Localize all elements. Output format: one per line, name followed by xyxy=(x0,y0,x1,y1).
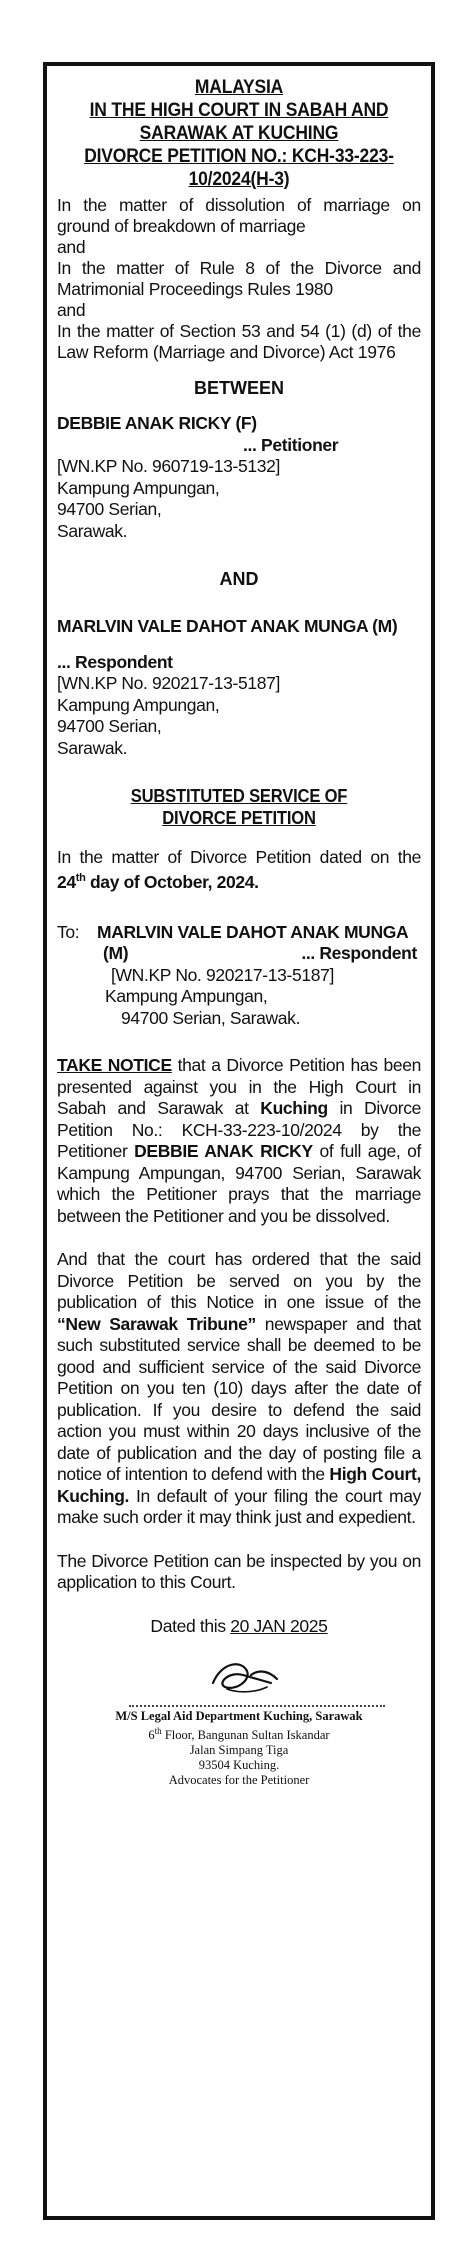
dated-line xyxy=(57,1616,421,1638)
header-court-line1: IN THE HIGH COURT IN SABAH AND xyxy=(89,100,389,121)
notice-kuching: Kuching xyxy=(260,1098,328,1119)
dated-day-suffix: th xyxy=(75,872,86,885)
to-respondent-address-1: Kampung Ampungan, xyxy=(105,986,268,1007)
order-text-2: newspaper and that such substituted service shall be deemed to be good and sufficient service of the said Divorce Petition on you ten (10) days after the date of publication. If you desire to defend the said action you must within 20 days inclusive of the date of publication and the day of posting file a notice of intention to defend with the xyxy=(57,1313,421,1485)
between-label: BETWEEN xyxy=(194,378,284,398)
respondent-block xyxy=(57,616,421,759)
to-respondent-gender: (M) xyxy=(103,943,129,964)
notice-border xyxy=(43,62,435,2220)
firm-name: M/S Legal Aid Department Kuching, Sarawak xyxy=(115,1709,363,1724)
petitioner-address-2: 94700 Serian, xyxy=(57,499,162,519)
take-notice-lead: TAKE NOTICE xyxy=(57,1055,172,1076)
matter-section-53: In the matter of Section 53 and 54 (1) (d) of the Law Reform (Marriage and Divorce) Act 1976 xyxy=(57,321,421,362)
petitioner-block xyxy=(57,413,421,542)
firm-floor-suffix: th xyxy=(154,1726,162,1737)
to-block xyxy=(57,922,421,1030)
petitioner-address-3: Sarawak. xyxy=(57,520,128,541)
firm-floor xyxy=(57,1724,421,1743)
header-petition-no: DIVORCE PETITION NO.: KCH-33-223- xyxy=(84,146,394,167)
matter-and-2: and xyxy=(57,300,86,320)
firm-role: Advocates for the Petitioner xyxy=(168,1773,310,1788)
matters-block xyxy=(57,195,421,363)
dated-day-rest: day of October, 2024. xyxy=(85,872,259,893)
header-petition-no-cont: 10/2024(H-3) xyxy=(188,169,290,190)
respondent-name: MARLVIN VALE DAHOT ANAK MUNGA (M) xyxy=(57,616,398,636)
header-court-line2: SARAWAK AT KUCHING xyxy=(139,123,339,144)
signature-line xyxy=(129,1705,385,1707)
dated-day-number: 24 xyxy=(57,872,76,893)
to-respondent-address-2: 94700 Serian, Sarawak. xyxy=(121,1007,301,1028)
respondent-ic: [WN.KP No. 920217-13-5187] xyxy=(57,673,281,693)
firm-details xyxy=(57,1709,421,1788)
firm-floor-rest: Floor, Bangunan Sultan Iskandar xyxy=(161,1728,330,1743)
order-court: High Court, Kuching. xyxy=(57,1464,421,1506)
court-header xyxy=(57,76,421,191)
take-notice-paragraph xyxy=(57,1055,421,1227)
dated-line-date: 20 JAN 2025 xyxy=(230,1615,328,1636)
and-label: AND xyxy=(219,569,259,589)
to-respondent-role: ... Respondent xyxy=(301,943,417,964)
respondent-address-2: 94700 Serian, xyxy=(57,716,162,736)
petition-dated-paragraph xyxy=(57,847,421,894)
inspection-paragraph: The Divorce Petition can be inspected by you on application to this Court. xyxy=(57,1550,421,1593)
notice-petitioner: DEBBIE ANAK RICKY xyxy=(134,1141,313,1162)
petitioner-role: ... Petitioner xyxy=(243,434,339,455)
header-country: MALAYSIA xyxy=(194,77,284,98)
sub-title-line1: SUBSTITUTED SERVICE OF xyxy=(130,786,348,806)
petitioner-name: DEBBIE ANAK RICKY (F) xyxy=(57,413,257,433)
petitioner-ic: [WN.KP No. 960719-13-5132] xyxy=(57,456,281,476)
firm-floor-number: 6 xyxy=(148,1728,155,1743)
firm-postcode: 93504 Kuching. xyxy=(198,1758,280,1773)
to-respondent-ic: [WN.KP No. 920217-13-5187] xyxy=(111,964,335,985)
sub-title-line2: DIVORCE PETITION xyxy=(162,808,316,828)
matter-dissolution: In the matter of dissolution of marriage on ground of breakdown of marriage xyxy=(57,195,421,236)
order-text-1: And that the court has ordered that the said Divorce Petition be served on you by the publication of this Notice in one issue of the xyxy=(57,1249,421,1313)
matter-and-1: and xyxy=(57,237,86,257)
notice-text-3: of full age, of Kampung Ampungan, 94700 Serian, Sarawak which the Petitioner prays that the marriage between the Petitioner and you be dissolved. xyxy=(57,1141,421,1226)
order-newspaper: “New Sarawak Tribune” xyxy=(57,1313,256,1334)
to-label: To: xyxy=(57,921,80,942)
to-respondent-name: MARLVIN VALE DAHOT ANAK MUNGA xyxy=(97,921,409,942)
dated-text: In the matter of Divorce Petition dated on the xyxy=(57,847,421,867)
firm-street: Jalan Simpang Tiga xyxy=(189,1743,289,1758)
order-text-3: In default of your filing the court may make such order it may think just and expedient. xyxy=(57,1485,421,1528)
notice-text-2: in Divorce Petition No.: KCH-33-223-10/2024 by the Petitioner xyxy=(57,1098,421,1162)
substituted-service-title xyxy=(57,785,421,829)
notice-content xyxy=(57,76,421,1789)
petitioner-address-1: Kampung Ampungan, xyxy=(57,477,220,498)
dated-line-text: Dated this xyxy=(150,1615,231,1636)
notice-text-1: that a Divorce Petition has been presented against you in the High Court in Sabah and Sarawak at xyxy=(57,1055,421,1119)
signature-mark xyxy=(207,1653,287,1703)
court-order-paragraph xyxy=(57,1249,421,1529)
respondent-address-1: Kampung Ampungan, xyxy=(57,694,220,715)
signature-area xyxy=(57,1639,421,1789)
respondent-role: ... Respondent xyxy=(57,651,173,672)
respondent-address-3: Sarawak. xyxy=(57,737,128,758)
dated-day xyxy=(57,872,259,892)
matter-rule-8: In the matter of Rule 8 of the Divorce and Matrimonial Proceedings Rules 1980 xyxy=(57,258,421,299)
